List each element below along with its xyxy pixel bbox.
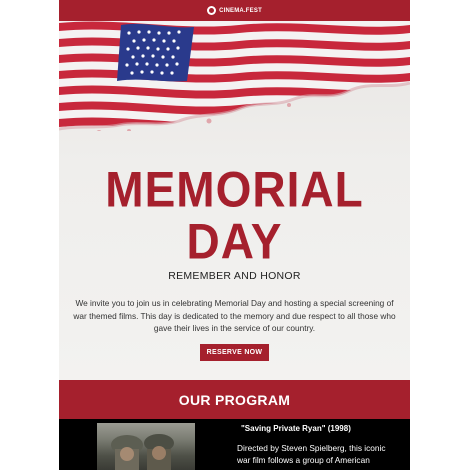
hero-section <box>59 21 410 380</box>
hero-title-line2: DAY <box>186 212 283 270</box>
program-title: OUR PROGRAM <box>178 391 291 408</box>
email-container <box>59 0 410 470</box>
film-title: "Saving Private Ryan" (1998) <box>241 424 351 433</box>
film-description: Directed by Steven Spielberg, this iconic war film follows a group of American <box>237 443 386 465</box>
hero-title-line1: MEMORIAL <box>105 160 364 218</box>
film-card <box>59 419 410 470</box>
film-poster-image[interactable] <box>97 423 195 470</box>
hero-description: We invite you to join us in celebrating Memorial Day and hosting a special screening of war themed films. This day is dedicated to the memory and due respect to all those who gave their lives in the service of our country. <box>73 298 396 333</box>
brand-name: CINEMA.FEST <box>219 7 262 14</box>
american-flag-image <box>59 21 410 131</box>
header-bar <box>59 0 410 21</box>
film-reel-icon <box>207 6 216 15</box>
program-header <box>59 380 410 419</box>
soldiers-image-icon <box>97 423 195 470</box>
brand-logo[interactable] <box>207 6 262 15</box>
reserve-now-button[interactable]: RESERVE NOW <box>200 344 269 361</box>
hero-subtitle: REMEMBER AND HONOR <box>168 270 301 282</box>
